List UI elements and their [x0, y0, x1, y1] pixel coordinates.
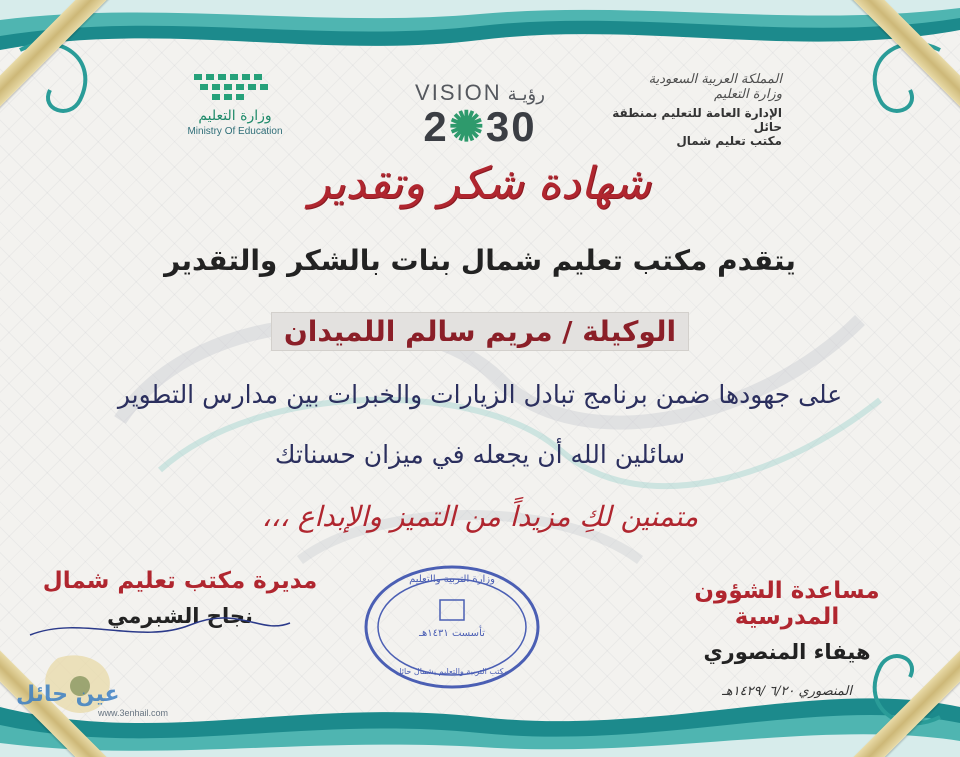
signature-right-date: المنصوري ٦/٢٠ /١٤٢٩هـ: [721, 684, 853, 699]
ministry-emblem-icon: [190, 70, 280, 104]
signature-left-title: مديرة مكتب تعليم شمال: [42, 568, 318, 594]
certificate-title: شهادة شكر وتقدير: [309, 158, 651, 209]
palm-emblem-icon: ✺: [448, 103, 486, 150]
stamp-emblem-icon: [440, 600, 464, 620]
recipient-name: الوكيلة / مريم سالم اللميدان: [271, 312, 689, 351]
official-stamp: [362, 562, 542, 692]
ministry-arabic-name: وزارة التعليم: [198, 108, 272, 124]
vision-year-right: 30: [485, 103, 537, 150]
watermark-url: www.3enhail.com: [98, 708, 169, 718]
vision-label: VISION: [415, 80, 502, 105]
government-header: [582, 72, 782, 148]
ministry-of-education-logo: [180, 70, 290, 137]
certificate-title-wrap: [0, 158, 960, 209]
signature-right: [642, 578, 932, 699]
stamp-bottom-text: مكتب التربية والتعليم بشمال حائل: [395, 667, 509, 676]
watermark-title: عين حائل: [16, 682, 120, 707]
prayer-line: سائلين الله أن يجعله في ميزان حسناتك: [274, 440, 686, 469]
top-wave-border: [0, 0, 960, 80]
reason-line: على جهودها ضمن برنامج تبادل الزيارات والخبرات بين مدارس التطوير: [117, 380, 843, 409]
ministry-name: وزارة التعليم: [713, 87, 782, 102]
signature-right-title: مساعدة الشؤون المدرسية: [694, 578, 880, 630]
general-administration: الإدارة العامة للتعليم بمنطقة حائل: [612, 106, 782, 134]
signature-left-name: نجاح الشبرمي: [107, 604, 253, 628]
vision-year-left: 2: [423, 103, 449, 150]
vision-arabic-label: رؤيـة: [507, 84, 545, 105]
wishes-line: متمنين لكِ مزيداً من التميز والإبداع ،،،: [261, 500, 699, 533]
kingdom-name: المملكة العربية السعودية: [648, 72, 782, 87]
stamp-top-text: وزارة التربية والتعليم: [409, 574, 495, 585]
education-office: مكتب تعليم شمال: [676, 134, 782, 148]
presenter-line: يتقدم مكتب تعليم شمال بنات بالشكر والتقدير: [164, 244, 796, 277]
recipient-line: [0, 312, 960, 351]
stamp-center-text: تأسست ١٤٣١هـ: [419, 628, 485, 639]
signature-right-name: هيفاء المنصوري: [703, 640, 871, 664]
vision-2030-logo: [380, 80, 580, 148]
ministry-english-name: Ministry Of Education: [187, 126, 283, 137]
